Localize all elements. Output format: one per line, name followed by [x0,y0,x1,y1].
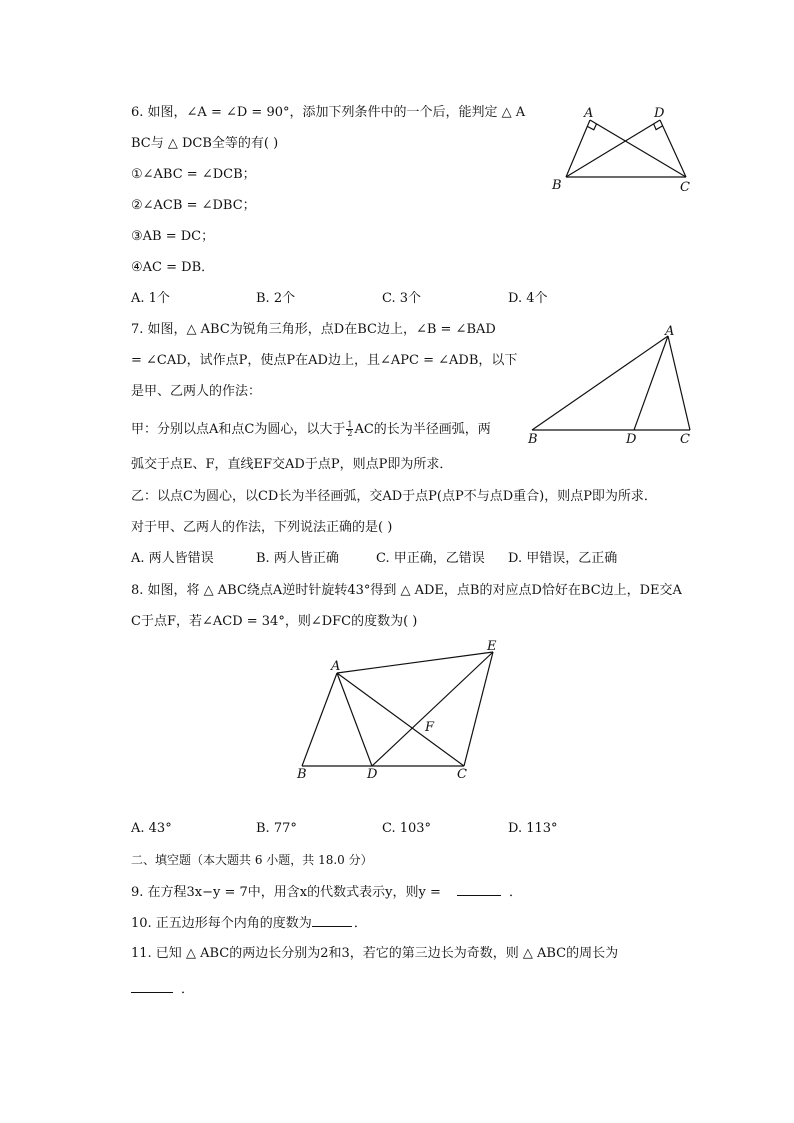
q7-option-d: D. 甲错误，乙正确 [508,551,618,566]
q10-end: ． [353,916,367,931]
q11-line1: 11. 已知 △ ABC的两边长分别为2和3，若它的第三边长为奇数，则 △ ABC的周长为 [131,946,619,961]
q8-option-a: A. 43° [131,821,172,836]
q6-line2: BC与 △ DCB全等的有( ) [131,136,279,151]
q10-answer-blank[interactable] [312,914,352,927]
q7-line7: 对于甲、乙两人的作法，下列说法正确的是( ) [131,520,393,535]
q6-option-b: B. 2个 [256,291,296,306]
q6-condition-2: ②∠ACB = ∠DBC； [131,198,256,213]
q7-line4-part1: 甲：分别以点A和点C为圆心，以大于 [131,422,346,437]
q7-line6: 乙：以点C为圆心，以CD长为半径画弧，交AD于点P(点P不与点D重合)，则点P即为所求． [131,489,657,504]
q7-option-b: B. 两人皆正确 [256,551,339,566]
q9-end: ． [508,885,522,900]
q6-label-a: A [584,106,594,121]
q9-line [131,883,522,902]
q6-line1: 6. 如图，∠A = ∠D = 90°，添加下列条件中的一个后，能判定 △ A [131,105,526,120]
q11-line2 [131,980,194,999]
q6-label-c: C [680,180,690,195]
q9-answer-blank[interactable] [457,883,501,896]
section-heading: 二、填空题（本大题共 6 小题，共 18.0 分） [131,853,373,867]
q8-label-d: D [367,767,378,782]
q8-label-e: E [487,639,497,654]
q8-option-b: B. 77° [256,821,297,836]
q10-text: 10. 正五边形每个内角的度数为 [131,916,312,931]
q8-line1: 8. 如图，将 △ ABC绕点A逆时针旋转43°得到 △ ADE，点B的对应点D恰好在BC边上，DE交A [131,583,682,598]
q11-end: ． [181,982,195,997]
q8-figure [292,636,510,786]
q8-label-c: C [457,767,467,782]
q7-line3: 是甲、乙两人的作法： [131,384,262,399]
q6-label-d: D [654,106,665,121]
q7-figure [524,318,704,448]
q7-label-a: A [665,324,675,339]
q6-option-a: A. 1个 [131,291,170,306]
q7-option-a: A. 两人皆错误 [131,551,214,566]
q8-label-b: B [297,767,307,782]
q7-label-d: D [626,432,637,447]
fraction-numerator: 1 [347,420,353,429]
q6-option-d: D. 4个 [508,291,548,306]
q6-condition-4: ④AC = DB． [131,260,215,275]
q9-text: 9. 在方程3x−y = 7中，用含x的代数式表示y，则y = [131,885,445,900]
q7-label-c: C [680,432,690,447]
q7-line1: 7. 如图，△ ABC为锐角三角形，点D在BC边上，∠B = ∠BAD [131,322,496,337]
q11-answer-blank[interactable] [131,980,173,993]
q7-line5: 弧交于点E、F，直线EF交AD于点P，则点P即为所求． [131,457,453,472]
q6-condition-3: ③AB = DC； [131,229,215,244]
q6-condition-1: ①∠ABC = ∠DCB； [131,167,256,182]
fraction-denominator: 2 [347,429,353,438]
q7-line2: = ∠CAD，试作点P，使点P在AD边上，且∠APC = ∠ADB，以下 [131,353,518,368]
q7-line4-part2: AC的长为半径画弧，两 [354,422,491,437]
q8-option-c: C. 103° [382,821,432,836]
q6-figure [548,100,698,196]
q7-label-b: B [528,432,538,447]
q8-option-d: D. 113° [508,821,558,836]
q6-option-c: C. 3个 [382,291,422,306]
q7-option-c: C. 甲正确，乙错误 [376,551,485,566]
q8-line2: C于点F，若∠ACD = 34°，则∠DFC的度数为( ) [131,614,418,629]
q10-line [131,914,367,933]
q8-label-f: F [425,720,435,735]
q8-label-a: A [331,659,341,674]
q7-line4 [131,421,491,439]
q6-label-b: B [552,178,562,193]
half-fraction [346,421,353,438]
